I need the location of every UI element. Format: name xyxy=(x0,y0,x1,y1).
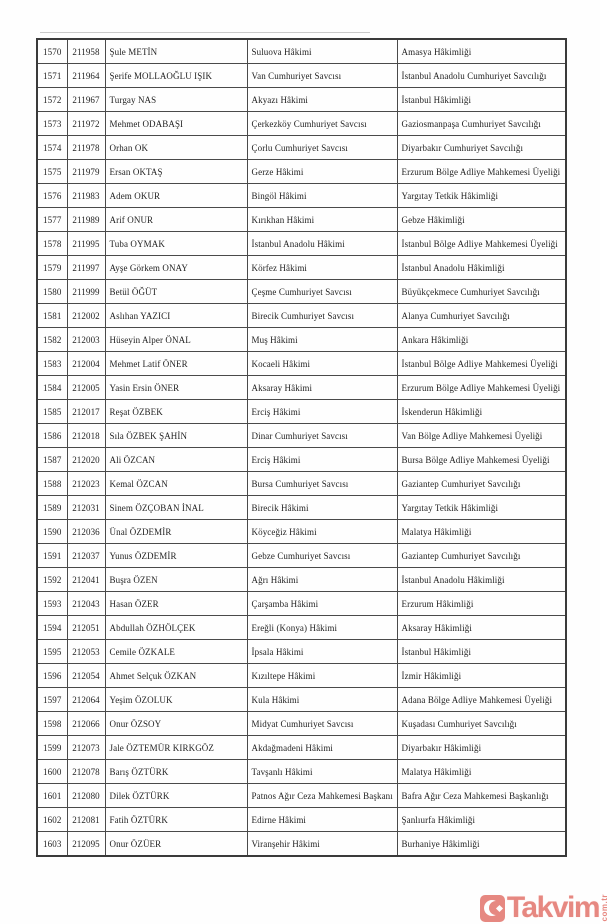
table-row xyxy=(37,760,566,784)
cell-name: Orhan OK xyxy=(105,136,247,160)
cell-current-duty: Dinar Cumhuriyet Savcısı xyxy=(247,424,397,448)
cell-new-post: İstanbul Anadolu Hâkimliği xyxy=(397,256,566,280)
cell-name: Onur ÖZÜER xyxy=(105,832,247,857)
cell-row-number: 1586 xyxy=(37,424,67,448)
cell-row-number: 1571 xyxy=(37,64,67,88)
cell-registry-number: 212066 xyxy=(67,712,105,736)
cell-registry-number: 212095 xyxy=(67,832,105,857)
cell-new-post: Malatya Hâkimliği xyxy=(397,760,566,784)
cell-current-duty: Erciş Hâkimi xyxy=(247,400,397,424)
cell-registry-number: 212017 xyxy=(67,400,105,424)
cell-new-post: Kuşadası Cumhuriyet Savcılığı xyxy=(397,712,566,736)
table-row xyxy=(37,208,566,232)
cell-registry-number: 212020 xyxy=(67,448,105,472)
cell-row-number: 1600 xyxy=(37,760,67,784)
cell-new-post: Amasya Hâkimliği xyxy=(397,39,566,64)
table-row xyxy=(37,736,566,760)
table-row xyxy=(37,184,566,208)
cell-row-number: 1588 xyxy=(37,472,67,496)
table-row xyxy=(37,112,566,136)
cell-name: Ali ÖZCAN xyxy=(105,448,247,472)
table-row xyxy=(37,712,566,736)
table-row xyxy=(37,136,566,160)
cell-row-number: 1576 xyxy=(37,184,67,208)
cell-registry-number: 212004 xyxy=(67,352,105,376)
cell-current-duty: Köyceğiz Hâkimi xyxy=(247,520,397,544)
cell-row-number: 1578 xyxy=(37,232,67,256)
table-row xyxy=(37,304,566,328)
table-row xyxy=(37,88,566,112)
cell-new-post: Aksaray Hâkimliği xyxy=(397,616,566,640)
cell-name: Abdullah ÖZHÖLÇEK xyxy=(105,616,247,640)
cell-registry-number: 212003 xyxy=(67,328,105,352)
cell-row-number: 1602 xyxy=(37,808,67,832)
cell-name: Jale ÖZTEMÜR KIRKGÖZ xyxy=(105,736,247,760)
table-row xyxy=(37,496,566,520)
table-row xyxy=(37,832,566,857)
cell-registry-number: 211972 xyxy=(67,112,105,136)
cell-new-post: İskenderun Hâkimliği xyxy=(397,400,566,424)
cell-current-duty: Bursa Cumhuriyet Savcısı xyxy=(247,472,397,496)
cell-new-post: Bursa Bölge Adliye Mahkemesi Üyeliği xyxy=(397,448,566,472)
cell-new-post: Yargıtay Tetkik Hâkimliği xyxy=(397,496,566,520)
cell-row-number: 1584 xyxy=(37,376,67,400)
cell-registry-number: 212018 xyxy=(67,424,105,448)
cell-name: Reşat ÖZBEK xyxy=(105,400,247,424)
cell-current-duty: Akdağmadeni Hâkimi xyxy=(247,736,397,760)
cell-new-post: İstanbul Bölge Adliye Mahkemesi Üyeliği xyxy=(397,232,566,256)
cell-registry-number: 212073 xyxy=(67,736,105,760)
cell-new-post: Erzurum Hâkimliği xyxy=(397,592,566,616)
cell-new-post: Şanlıurfa Hâkimliği xyxy=(397,808,566,832)
table-row xyxy=(37,400,566,424)
cell-row-number: 1595 xyxy=(37,640,67,664)
cell-current-duty: Çarşamba Hâkimi xyxy=(247,592,397,616)
cell-new-post: Adana Bölge Adliye Mahkemesi Üyeliği xyxy=(397,688,566,712)
cell-new-post: Bafra Ağır Ceza Mahkemesi Başkanlığı xyxy=(397,784,566,808)
cell-new-post: Gebze Hâkimliği xyxy=(397,208,566,232)
takvim-domain-suffix: com.tr xyxy=(600,894,609,922)
table-row xyxy=(37,616,566,640)
cell-row-number: 1598 xyxy=(37,712,67,736)
table-row xyxy=(37,64,566,88)
table-body xyxy=(37,39,566,856)
cell-registry-number: 212081 xyxy=(67,808,105,832)
table-row xyxy=(37,688,566,712)
cell-row-number: 1596 xyxy=(37,664,67,688)
cell-row-number: 1593 xyxy=(37,592,67,616)
cell-new-post: Erzurum Bölge Adliye Mahkemesi Üyeliği xyxy=(397,160,566,184)
cell-row-number: 1591 xyxy=(37,544,67,568)
table-row xyxy=(37,328,566,352)
cell-current-duty: İstanbul Anadolu Hâkimi xyxy=(247,232,397,256)
cell-row-number: 1592 xyxy=(37,568,67,592)
table-row xyxy=(37,376,566,400)
table-row xyxy=(37,352,566,376)
cell-row-number: 1582 xyxy=(37,328,67,352)
cell-registry-number: 212037 xyxy=(67,544,105,568)
cell-registry-number: 212078 xyxy=(67,760,105,784)
cell-registry-number: 212051 xyxy=(67,616,105,640)
cell-row-number: 1585 xyxy=(37,400,67,424)
table-row xyxy=(37,640,566,664)
table-row xyxy=(37,232,566,256)
cell-row-number: 1599 xyxy=(37,736,67,760)
scan-artifact-line xyxy=(40,32,370,33)
cell-new-post: Ankara Hâkimliği xyxy=(397,328,566,352)
cell-row-number: 1581 xyxy=(37,304,67,328)
cell-name: Hasan ÖZER xyxy=(105,592,247,616)
cell-current-duty: Birecik Hâkimi xyxy=(247,496,397,520)
cell-current-duty: Aksaray Hâkimi xyxy=(247,376,397,400)
cell-name: Ahmet Selçuk ÖZKAN xyxy=(105,664,247,688)
cell-name: Ünal ÖZDEMİR xyxy=(105,520,247,544)
cell-new-post: Gaziantep Cumhuriyet Savcılığı xyxy=(397,544,566,568)
cell-row-number: 1589 xyxy=(37,496,67,520)
cell-current-duty: Çorlu Cumhuriyet Savcısı xyxy=(247,136,397,160)
table-row xyxy=(37,424,566,448)
cell-current-duty: Akyazı Hâkimi xyxy=(247,88,397,112)
cell-current-duty: Van Cumhuriyet Savcısı xyxy=(247,64,397,88)
cell-new-post: İstanbul Anadolu Hâkimliği xyxy=(397,568,566,592)
cell-row-number: 1580 xyxy=(37,280,67,304)
cell-name: Turgay NAS xyxy=(105,88,247,112)
cell-row-number: 1601 xyxy=(37,784,67,808)
cell-new-post: Gaziosmanpaşa Cumhuriyet Savcılığı xyxy=(397,112,566,136)
cell-registry-number: 212023 xyxy=(67,472,105,496)
cell-current-duty: Midyat Cumhuriyet Savcısı xyxy=(247,712,397,736)
cell-name: Kemal ÖZCAN xyxy=(105,472,247,496)
cell-name: Mehmet ODABAŞI xyxy=(105,112,247,136)
cell-registry-number: 212002 xyxy=(67,304,105,328)
cell-current-duty: Kocaeli Hâkimi xyxy=(247,352,397,376)
cell-name: Aslıhan YAZICI xyxy=(105,304,247,328)
cell-row-number: 1579 xyxy=(37,256,67,280)
cell-new-post: Malatya Hâkimliği xyxy=(397,520,566,544)
cell-row-number: 1603 xyxy=(37,832,67,857)
cell-name: Tuba OYMAK xyxy=(105,232,247,256)
table-row xyxy=(37,472,566,496)
cell-registry-number: 211999 xyxy=(67,280,105,304)
table-row xyxy=(37,808,566,832)
cell-current-duty: Kula Hâkimi xyxy=(247,688,397,712)
cell-registry-number: 212043 xyxy=(67,592,105,616)
cell-name: Adem OKUR xyxy=(105,184,247,208)
cell-registry-number: 211964 xyxy=(67,64,105,88)
cell-registry-number: 212036 xyxy=(67,520,105,544)
cell-row-number: 1572 xyxy=(37,88,67,112)
cell-current-duty: Muş Hâkimi xyxy=(247,328,397,352)
cell-current-duty: Tavşanlı Hâkimi xyxy=(247,760,397,784)
cell-current-duty: Kızıltepe Hâkimi xyxy=(247,664,397,688)
cell-name: Sinem ÖZÇOBAN İNAL xyxy=(105,496,247,520)
takvim-watermark xyxy=(480,893,609,923)
cell-name: Şule METİN xyxy=(105,39,247,64)
cell-row-number: 1587 xyxy=(37,448,67,472)
cell-registry-number: 211983 xyxy=(67,184,105,208)
takvim-logo-text: Takvim xyxy=(506,891,599,924)
cell-new-post: İstanbul Anadolu Cumhuriyet Savcılığı xyxy=(397,64,566,88)
cell-name: Dilek ÖZTÜRK xyxy=(105,784,247,808)
table-row xyxy=(37,784,566,808)
cell-current-duty: Ereğli (Konya) Hâkimi xyxy=(247,616,397,640)
cell-row-number: 1590 xyxy=(37,520,67,544)
table-row xyxy=(37,664,566,688)
cell-registry-number: 211995 xyxy=(67,232,105,256)
cell-name: Onur ÖZSOY xyxy=(105,712,247,736)
cell-name: Barış ÖZTÜRK xyxy=(105,760,247,784)
cell-registry-number: 211958 xyxy=(67,39,105,64)
cell-name: Yeşim ÖZOLUK xyxy=(105,688,247,712)
cell-name: Şerife MOLLAOĞLU IŞIK xyxy=(105,64,247,88)
cell-current-duty: İpsala Hâkimi xyxy=(247,640,397,664)
cell-new-post: Diyarbakır Cumhuriyet Savcılığı xyxy=(397,136,566,160)
table-row xyxy=(37,160,566,184)
cell-registry-number: 211997 xyxy=(67,256,105,280)
table-row xyxy=(37,544,566,568)
cell-current-duty: Patnos Ağır Ceza Mahkemesi Başkanı xyxy=(247,784,397,808)
cell-new-post: İstanbul Hâkimliği xyxy=(397,640,566,664)
table-row xyxy=(37,592,566,616)
cell-new-post: Burhaniye Hâkimliği xyxy=(397,832,566,857)
cell-name: Mehmet Latif ÖNER xyxy=(105,352,247,376)
table-row xyxy=(37,568,566,592)
cell-new-post: Van Bölge Adliye Mahkemesi Üyeliği xyxy=(397,424,566,448)
cell-registry-number: 212053 xyxy=(67,640,105,664)
cell-new-post: Alanya Cumhuriyet Savcılığı xyxy=(397,304,566,328)
appointment-table xyxy=(36,38,567,857)
table-row xyxy=(37,256,566,280)
cell-new-post: Gaziantep Cumhuriyet Savcılığı xyxy=(397,472,566,496)
cell-registry-number: 212064 xyxy=(67,688,105,712)
cell-new-post: Diyarbakır Hâkimliği xyxy=(397,736,566,760)
cell-current-duty: Çeşme Cumhuriyet Savcısı xyxy=(247,280,397,304)
cell-new-post: İstanbul Bölge Adliye Mahkemesi Üyeliği xyxy=(397,352,566,376)
cell-current-duty: Birecik Cumhuriyet Savcısı xyxy=(247,304,397,328)
cell-current-duty: Gebze Cumhuriyet Savcısı xyxy=(247,544,397,568)
cell-name: Cemile ÖZKALE xyxy=(105,640,247,664)
cell-current-duty: Körfez Hâkimi xyxy=(247,256,397,280)
cell-current-duty: Ağrı Hâkimi xyxy=(247,568,397,592)
cell-current-duty: Viranşehir Hâkimi xyxy=(247,832,397,857)
cell-current-duty: Bingöl Hâkimi xyxy=(247,184,397,208)
cell-current-duty: Edirne Hâkimi xyxy=(247,808,397,832)
cell-registry-number: 212080 xyxy=(67,784,105,808)
cell-registry-number: 212005 xyxy=(67,376,105,400)
cell-new-post: Büyükçekmece Cumhuriyet Savcılığı xyxy=(397,280,566,304)
cell-registry-number: 211967 xyxy=(67,88,105,112)
cell-current-duty: Gerze Hâkimi xyxy=(247,160,397,184)
cell-name: Ayşe Görkem ONAY xyxy=(105,256,247,280)
cell-row-number: 1597 xyxy=(37,688,67,712)
cell-current-duty: Kırıkhan Hâkimi xyxy=(247,208,397,232)
table-row xyxy=(37,280,566,304)
cell-current-duty: Suluova Hâkimi xyxy=(247,39,397,64)
cell-name: Buşra ÖZEN xyxy=(105,568,247,592)
cell-name: Arif ONUR xyxy=(105,208,247,232)
cell-new-post: İzmir Hâkimliği xyxy=(397,664,566,688)
cell-current-duty: Erciş Hâkimi xyxy=(247,448,397,472)
table-row xyxy=(37,520,566,544)
cell-registry-number: 212054 xyxy=(67,664,105,688)
cell-registry-number: 211979 xyxy=(67,160,105,184)
cell-new-post: İstanbul Hâkimliği xyxy=(397,88,566,112)
cell-name: Yasin Ersin ÖNER xyxy=(105,376,247,400)
table-row xyxy=(37,39,566,64)
cell-name: Hüseyin Alper ÖNAL xyxy=(105,328,247,352)
cell-row-number: 1575 xyxy=(37,160,67,184)
cell-registry-number: 212031 xyxy=(67,496,105,520)
cell-row-number: 1577 xyxy=(37,208,67,232)
table-row xyxy=(37,448,566,472)
cell-row-number: 1583 xyxy=(37,352,67,376)
cell-row-number: 1573 xyxy=(37,112,67,136)
cell-name: Betül ÖĞÜT xyxy=(105,280,247,304)
cell-registry-number: 211978 xyxy=(67,136,105,160)
cell-current-duty: Çerkezköy Cumhuriyet Savcısı xyxy=(247,112,397,136)
takvim-crescent-badge xyxy=(480,895,505,922)
cell-name: Ersan OKTAŞ xyxy=(105,160,247,184)
cell-registry-number: 212041 xyxy=(67,568,105,592)
cell-new-post: Yargıtay Tetkik Hâkimliği xyxy=(397,184,566,208)
cell-row-number: 1574 xyxy=(37,136,67,160)
cell-registry-number: 211989 xyxy=(67,208,105,232)
cell-name: Fatih ÖZTÜRK xyxy=(105,808,247,832)
cell-row-number: 1570 xyxy=(37,39,67,64)
cell-name: Sıla ÖZBEK ŞAHİN xyxy=(105,424,247,448)
cell-name: Yunus ÖZDEMİR xyxy=(105,544,247,568)
cell-new-post: Erzurum Bölge Adliye Mahkemesi Üyeliği xyxy=(397,376,566,400)
cell-row-number: 1594 xyxy=(37,616,67,640)
